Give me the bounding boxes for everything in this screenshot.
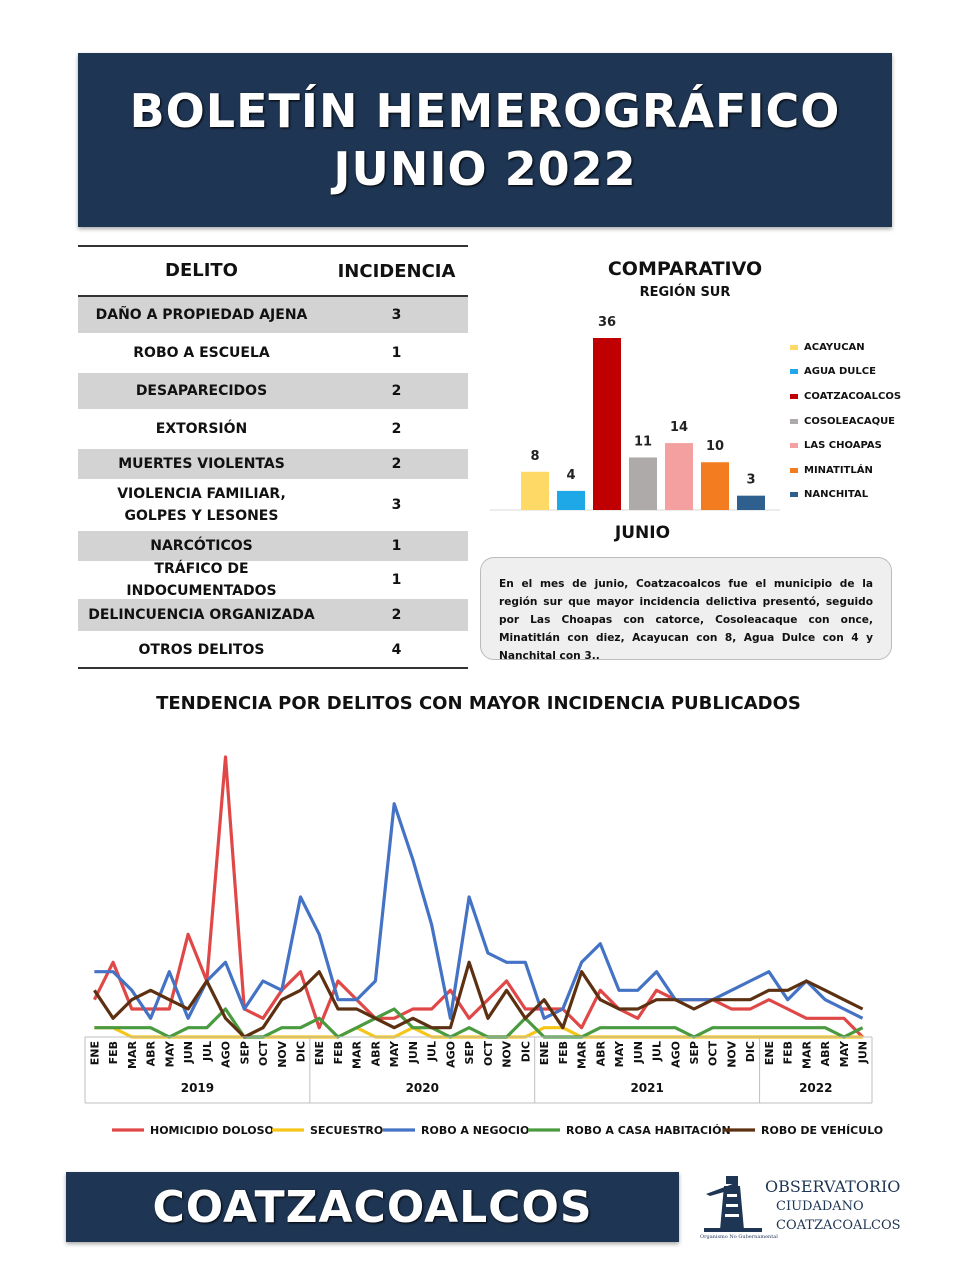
legend-swatch <box>790 345 798 350</box>
table-cell-delito: NARCÓTICOS <box>150 538 253 554</box>
bar <box>521 472 549 510</box>
bar <box>737 496 765 510</box>
header-title-line2: JUNIO 2022 <box>333 142 637 196</box>
table-row <box>78 449 468 481</box>
table-cell-incidencia: 2 <box>391 421 402 437</box>
bar-data-label: 4 <box>566 467 576 483</box>
legend-swatch <box>790 394 798 399</box>
bar <box>701 462 729 510</box>
x-tick-label: FEB <box>781 1041 795 1065</box>
bar-data-label: 10 <box>705 439 725 455</box>
line-chart-title: TENDENCIA POR DELITOS CON MAYOR INCIDENCIA PUBLICADOS <box>156 693 801 714</box>
legend-label: COATZACOALCOS <box>804 390 902 402</box>
bar-data-label: 11 <box>633 434 653 450</box>
legend-item <box>790 409 901 434</box>
table-row <box>78 481 468 531</box>
legend-label: ROBO DE VEHÍCULO <box>761 1124 884 1137</box>
bar <box>593 338 621 510</box>
x-tick-label: SEP <box>688 1041 701 1065</box>
bar <box>557 491 585 510</box>
legend-label: LAS CHOAPAS <box>804 440 882 452</box>
bar-data-label: 14 <box>669 420 689 436</box>
table-cell-delito: DAÑO A PROPIEDAD AJENA <box>95 307 308 323</box>
bar-chart <box>480 300 790 515</box>
x-tick-label: ABR <box>594 1041 608 1067</box>
x-tick-label: MAY <box>613 1041 626 1068</box>
x-tick-label: MAR <box>800 1041 814 1069</box>
table-cell-incidencia: 1 <box>391 538 402 554</box>
year-label: 2021 <box>630 1081 664 1095</box>
x-tick-label: AGO <box>669 1041 683 1068</box>
table-row <box>78 633 468 669</box>
bar-data-label: 3 <box>746 472 756 488</box>
table-cell-delito: DESAPARECIDOS <box>135 383 268 399</box>
bar-data-label: 36 <box>597 315 617 330</box>
table-cell-incidencia: 3 <box>391 497 402 513</box>
legend-label: NANCHITAL <box>804 489 869 501</box>
legend-label: ROBO A CASA HABITACIÓN <box>566 1124 731 1137</box>
x-tick-label: JUN <box>182 1041 196 1064</box>
x-tick-label: MAR <box>125 1041 139 1069</box>
table-row <box>78 563 468 599</box>
x-tick-label: OCT <box>257 1041 270 1066</box>
legend-item <box>790 335 901 360</box>
table-row <box>78 599 468 633</box>
x-tick-label: ENE <box>88 1041 102 1066</box>
x-tick-label: JUN <box>406 1041 420 1064</box>
table-cell-incidencia: 2 <box>391 383 402 399</box>
x-tick-label: MAY <box>837 1041 851 1068</box>
x-tick-label: MAY <box>388 1041 402 1068</box>
crime-table <box>78 245 468 669</box>
bar-chart-title: COMPARATIVO <box>607 258 763 280</box>
legend-swatch <box>790 369 798 374</box>
bar-chart-subtitle: REGIÓN SUR <box>639 285 731 300</box>
table-cell-delito: MUERTES VIOLENTAS <box>118 456 285 472</box>
x-tick-label: OCT <box>706 1041 720 1066</box>
header-title-line1: BOLETÍN HEMEROGRÁFICO <box>129 84 841 138</box>
x-tick-label: FEB <box>107 1041 121 1065</box>
logo-line1: OBSERVATORIO <box>765 1177 901 1196</box>
x-tick-label: ENE <box>313 1041 327 1066</box>
x-tick-label: DIC <box>744 1041 758 1063</box>
logo-tagline: Organismo No Gubernamental <box>700 1234 778 1240</box>
x-tick-label: JUL <box>650 1041 664 1062</box>
column-header-incidencia: INCIDENCIA <box>337 260 456 282</box>
legend-label: ACAYUCAN <box>804 341 865 353</box>
x-tick-label: ABR <box>144 1041 158 1067</box>
x-tick-label: DIC <box>294 1041 308 1063</box>
table-cell-incidencia: 3 <box>391 307 402 323</box>
x-tick-label: NOV <box>275 1041 289 1068</box>
logo-line3: COATZACOALCOS <box>776 1218 901 1233</box>
x-tick-label: ENE <box>762 1041 776 1066</box>
table-row <box>78 373 468 411</box>
year-label: 2022 <box>799 1081 833 1095</box>
legend-item <box>790 384 901 409</box>
logo-line2: CIUDADANO <box>776 1199 864 1214</box>
crime-table-header <box>78 247 468 297</box>
summary-text: En el mes de junio, Coatzacoalcos fue el municipio de la región sur que mayor incidencia delictiva presentó, seguido por Las Choapas con catorce, Cosoleacaque con once, Minatitlán con diez, Acayucan con 8, Agua Dulce con 4 y Nanchital con 3.. <box>499 578 873 662</box>
x-tick-label: ABR <box>819 1041 833 1067</box>
legend-label: ROBO A NEGOCIO <box>421 1124 530 1137</box>
table-cell-incidencia: 4 <box>391 642 402 658</box>
x-tick-label: DIC <box>519 1041 533 1063</box>
legend-label: SECUESTRO <box>310 1124 384 1137</box>
x-tick-label: JUL <box>200 1041 214 1062</box>
legend-swatch <box>790 468 798 473</box>
table-cell-delito: TRÁFICO DE INDOCUMENTADOS <box>126 561 277 599</box>
x-tick-label: MAY <box>163 1041 177 1068</box>
x-tick-label: JUN <box>856 1041 870 1064</box>
x-tick-label: ENE <box>538 1041 552 1066</box>
x-tick-label: FEB <box>332 1041 345 1065</box>
footer-banner <box>66 1172 679 1242</box>
legend-swatch <box>790 419 798 424</box>
table-cell-delito: DELINCUENCIA ORGANIZADA <box>88 607 315 623</box>
legend-label: MINATITLÁN <box>804 464 873 476</box>
x-tick-label: MAR <box>575 1041 589 1069</box>
table-cell-delito: EXTORSIÓN <box>155 421 248 437</box>
x-tick-label: AGO <box>444 1041 458 1068</box>
table-cell-incidencia: 2 <box>391 607 402 623</box>
x-tick-label: OCT <box>481 1041 495 1066</box>
legend-item <box>790 360 901 385</box>
header-banner <box>78 53 892 227</box>
x-tick-label: MAR <box>350 1041 364 1069</box>
x-tick-label: JUL <box>425 1041 439 1062</box>
legend-item <box>790 458 901 483</box>
legend-swatch <box>790 492 798 497</box>
table-row <box>78 335 468 373</box>
series-line <box>94 1009 862 1037</box>
x-tick-label: SEP <box>463 1041 477 1065</box>
table-row <box>78 411 468 449</box>
legend-item <box>790 433 901 458</box>
column-header-delito: DELITO <box>165 260 238 281</box>
table-cell-incidencia: 1 <box>391 345 402 361</box>
bar-chart-xlabel: JUNIO <box>614 523 671 543</box>
table-cell-incidencia: 1 <box>391 572 402 588</box>
x-tick-label: AGO <box>219 1041 233 1068</box>
bar <box>665 443 693 510</box>
table-cell-delito: ROBO A ESCUELA <box>133 345 270 361</box>
x-tick-label: NOV <box>725 1041 739 1068</box>
footer-city: COATZACOALCOS <box>152 1181 593 1233</box>
table-cell-incidencia: 2 <box>391 456 402 472</box>
summary-box <box>480 557 892 660</box>
x-tick-label: JUN <box>631 1041 645 1064</box>
table-cell-delito: OTROS DELITOS <box>138 642 265 658</box>
year-label: 2020 <box>405 1081 439 1095</box>
legend-swatch <box>790 443 798 448</box>
legend-item <box>790 483 901 508</box>
lighthouse-icon <box>700 1172 766 1234</box>
observatorio-logo <box>700 1172 900 1244</box>
bar-chart-legend <box>790 335 901 507</box>
legend-label: HOMICIDIO DOLOSO <box>150 1124 274 1137</box>
legend-label: AGUA DULCE <box>804 366 876 378</box>
x-tick-label: FEB <box>556 1041 570 1065</box>
table-cell-delito: VIOLENCIA FAMILIAR, GOLPES Y LESONES <box>117 486 286 524</box>
x-tick-label: ABR <box>369 1041 383 1067</box>
x-tick-label: SEP <box>238 1041 252 1065</box>
bar <box>629 457 657 510</box>
bar-data-label: 8 <box>530 448 540 464</box>
year-label: 2019 <box>180 1081 215 1095</box>
legend-label: COSOLEACAQUE <box>804 415 896 427</box>
table-row <box>78 297 468 335</box>
x-tick-label: NOV <box>500 1041 514 1068</box>
line-chart <box>0 740 957 1145</box>
